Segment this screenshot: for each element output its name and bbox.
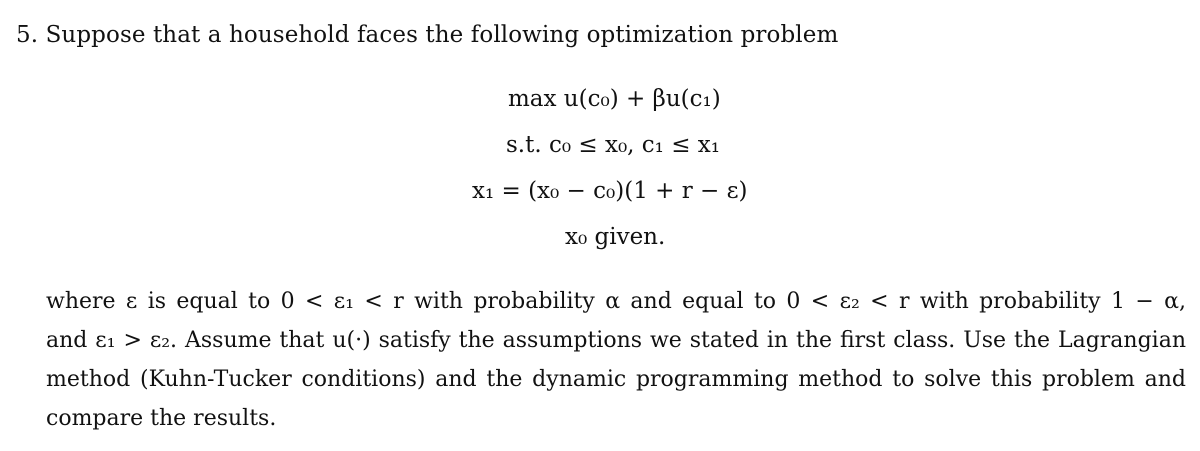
problem-paragraph [46,282,1186,438]
paragraph-line: method (Kuhn-Tucker conditions) and the dynamic programming method to solve this problem and [46,367,1186,392]
objective-equation: max u(c₀) + βu(c₁) [508,86,721,112]
paragraph-line: and ε₁ > ε₂. Assume that u(·) satisfy the assumptions we stated in the first class. Use the Lagrangian [46,328,1186,353]
paragraph-line: where ε is equal to 0 < ε₁ < r with probability α and equal to 0 < ε₂ < r with probability 1 − α, [46,289,1186,314]
paragraph-line: compare the results. [46,406,277,431]
problem-intro: Suppose that a household faces the following optimization problem [45,22,839,48]
constraint-equation: s.t. c₀ ≤ x₀, c₁ ≤ x₁ [506,132,720,158]
initial-condition: x₀ given. [565,224,666,250]
problem-statement [16,22,838,48]
problem-number: 5. [16,22,39,48]
law-of-motion-equation: x₁ = (x₀ − c₀)(1 + r − ε) [472,178,748,204]
